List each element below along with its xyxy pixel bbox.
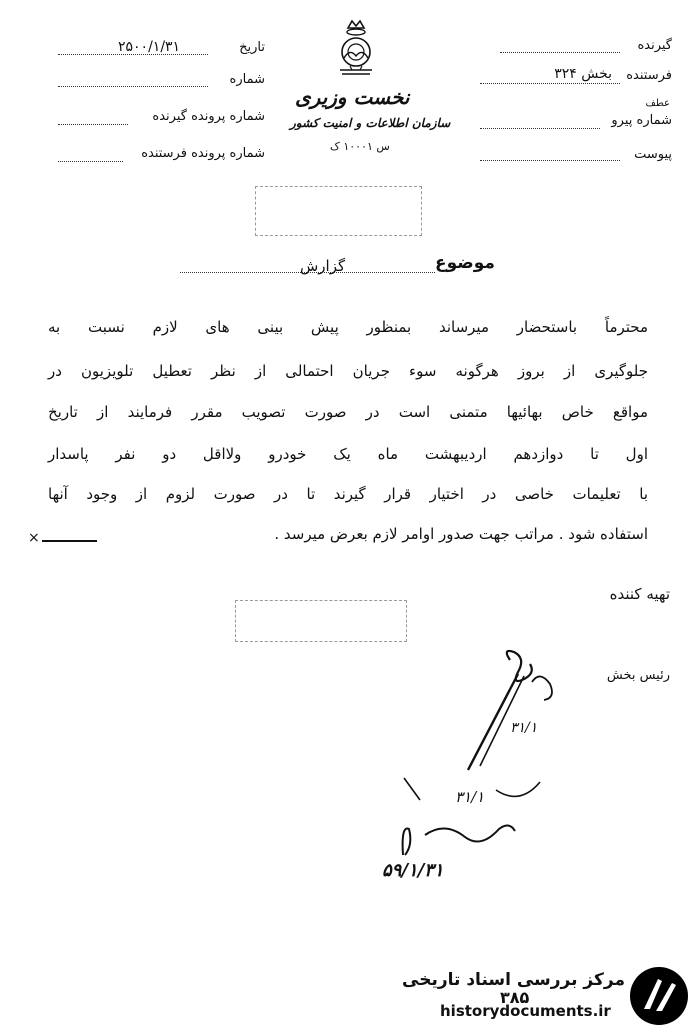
- watermark-url: historydocuments.ir: [440, 1002, 611, 1020]
- number-label: شماره: [229, 72, 265, 87]
- signature-date-3: ۵۹/۱/۳۱: [382, 860, 444, 881]
- sender-line: [480, 83, 620, 84]
- watermark-title: مرکز بررسی اسناد تاریخی: [402, 970, 625, 990]
- signature-date-1: ۳۱/۱: [510, 720, 538, 736]
- recipient-label: گیرنده: [637, 38, 672, 53]
- head-title: رئیس بخش: [606, 668, 670, 683]
- attachment-line: [480, 160, 620, 161]
- watermark-logo-icon: [628, 965, 690, 1027]
- subject-value: گزارش: [300, 257, 346, 275]
- reference-note: عطف: [645, 98, 670, 109]
- body-line-2: جلوگیری از بروز هرگونه سوء جریان احتمالی از نظر تعطیل تلویزیون در: [48, 362, 648, 380]
- recipient-line: [500, 52, 620, 53]
- head-signature: [440, 640, 570, 780]
- attachment-label: پیوست: [634, 147, 672, 162]
- sender-label: فرستنده: [626, 68, 672, 83]
- organization-name: سازمان اطلاعات و امنیت کشور: [290, 116, 451, 130]
- line-end-mark: ×: [28, 530, 40, 546]
- redacted-block-top: [255, 186, 422, 236]
- sender-file-label: شماره پرونده فرستنده: [141, 146, 265, 161]
- redacted-block-preparer: [235, 600, 407, 642]
- date-line: [58, 54, 208, 55]
- recipient-file-line: [58, 124, 128, 125]
- body-line-3: مواقع خاص بهائیها متمنی است در صورت تصویب مقرر فرمایند از تاریخ: [48, 403, 648, 421]
- body-line-6: استفاده شود . مراتب جهت صدور اوامر لازم بعرض میرسد .: [274, 525, 648, 543]
- sender-value: بخش ۳۲۴: [554, 66, 612, 82]
- ministry-name: نخست وزیری: [295, 85, 410, 109]
- archive-number: ۳۸۵: [500, 988, 530, 1007]
- preparer-label: تهیه کننده: [609, 585, 670, 603]
- body-line-1: محترماً باستحضار میرساند بمنظور پیش بینی های لازم نسبت به: [48, 318, 648, 336]
- subject-line: [180, 272, 435, 273]
- body-line-5: با تعلیمات خاصی در اختیار قرار گیرند تا در صورت لزوم از وجود آنها: [48, 485, 648, 503]
- sender-file-line: [58, 161, 123, 162]
- signature-date-2: ۳۱/۱: [455, 788, 485, 806]
- subject-label: موضوع: [435, 253, 495, 273]
- lion-and-sun-emblem-icon: [330, 18, 382, 84]
- date-value: ۲۵۰۰/۱/۳۱: [118, 39, 181, 55]
- number-line: [58, 86, 208, 87]
- second-signature: [395, 815, 525, 860]
- reference-label: شماره پیرو: [611, 113, 672, 128]
- body-line-4: اول تا دوازدهم اردیبهشت ماه یک خودرو ولااقل دو نفر پاسدار: [48, 445, 648, 463]
- recipient-file-label: شماره پرونده گیرنده: [152, 109, 265, 124]
- organization-code: س ۱۰۰۰۱ ک: [330, 140, 390, 153]
- reference-line: [480, 128, 600, 129]
- date-label: تاریخ: [239, 40, 265, 55]
- closing-stroke: [42, 540, 97, 542]
